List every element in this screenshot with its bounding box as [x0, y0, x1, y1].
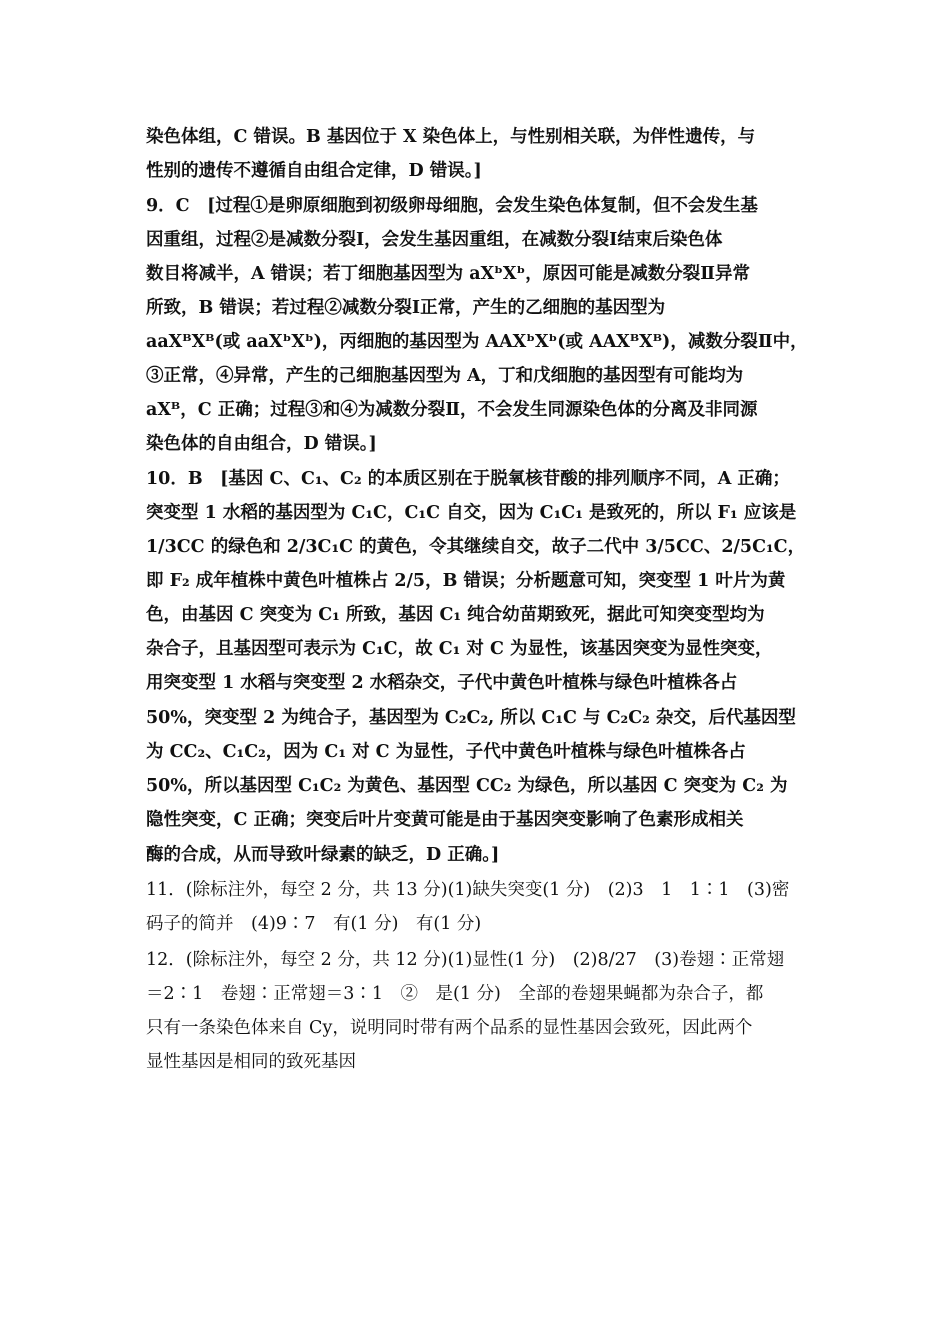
- text-line: 性别的遗传不遵循自由组合定律，D 错误。]: [146, 161, 482, 181]
- text-line: 50%，所以基因型 C₁C₂ 为黄色、基因型 CC₂ 为绿色，所以基因 C 突变为 C₂ 为: [146, 776, 788, 796]
- text-line: 只有一条染色体来自 Cy，说明同时带有两个品系的显性基因会致死，因此两个: [146, 1018, 753, 1038]
- text-line: 即 F₂ 成年植株中黄色叶植株占 2/5，B 错误；分析题意可知，突变型 1 叶片为黄: [146, 571, 786, 591]
- text-line: 数目将减半，A 错误；若丁细胞基因型为 aXᵇXᵇ，原因可能是减数分裂Ⅱ异常: [146, 264, 750, 284]
- text-line: 码子的简并 (4)9∶7 有(1 分) 有(1 分): [146, 914, 482, 934]
- text-line: aXᴮ，C 正确；过程③和④为减数分裂Ⅱ，不会发生同源染色体的分离及非同源: [146, 400, 758, 420]
- text-line: 50%，突变型 2 为纯合子，基因型为 C₂C₂, 所以 C₁C 与 C₂C₂ 杂交，后代基因型: [146, 708, 796, 728]
- text-line: 杂合子，且基因型可表示为 C₁C，故 C₁ 对 C 为显性，该基因突变为显性突变，: [146, 639, 773, 659]
- text-line: 12．(除标注外，每空 2 分，共 12 分)(1)显性(1 分) (2)8/27 (3)卷翅∶正常翅: [146, 950, 785, 970]
- text-line: ＝2∶1 卷翅∶正常翅＝3∶1 ② 是(1 分) 全部的卷翅果蝇都为杂合子，都: [146, 984, 764, 1004]
- text-line: 隐性突变，C 正确；突变后叶片变黄可能是由于基因突变影响了色素形成相关: [146, 810, 744, 830]
- text-line: 所致，B 错误；若过程②减数分裂Ⅰ正常，产生的乙细胞的基因型为: [146, 298, 666, 318]
- text-line: 因重组，过程②是减数分裂Ⅰ，会发生基因重组，在减数分裂Ⅰ结束后染色体: [146, 230, 723, 250]
- text-line: 1/3CC 的绿色和 2/3C₁C 的黄色，令其继续自交，故子二代中 3/5CC、2/5C₁C，: [146, 537, 806, 557]
- text-line: 为 CC₂、C₁C₂，因为 C₁ 对 C 为显性，子代中黄色叶植株与绿色叶植株各占: [146, 742, 746, 762]
- text-line: ③正常，④异常，产生的己细胞基因型为 A，丁和戊细胞的基因型有可能均为: [146, 366, 744, 386]
- text-line: 显性基因是相同的致死基因: [146, 1052, 356, 1072]
- text-line: 10．B [基因 C、C₁、C₂ 的本质区别在于脱氧核苷酸的排列顺序不同，A 正确；: [146, 469, 790, 489]
- text-line: 11．(除标注外，每空 2 分，共 13 分)(1)缺失突变(1 分) (2)3 1 1∶1 (3)密: [146, 880, 790, 900]
- text-line: aaXᴮXᴮ(或 aaXᵇXᵇ)，丙细胞的基因型为 AAXᵇXᵇ(或 AAXᴮXᴮ)，减数分裂Ⅱ中，: [146, 332, 808, 352]
- text-line: 酶的合成，从而导致叶绿素的缺乏，D 正确。]: [146, 845, 500, 865]
- text-line: 染色体的自由组合，D 错误。]: [146, 434, 377, 454]
- text-line: 突变型 1 水稻的基因型为 C₁C，C₁C 自交，因为 C₁C₁ 是致死的，所以 F₁ 应该是: [146, 503, 797, 523]
- text-line: 染色体组，C 错误。B 基因位于 X 染色体上，与性别相关联，为伴性遗传，与: [146, 127, 756, 147]
- text-line: 9．C [过程①是卵原细胞到初级卵母细胞，会发生染色体复制，但不会发生基: [146, 196, 758, 216]
- text-line: 色，由基因 C 突变为 C₁ 所致，基因 C₁ 纯合幼苗期致死，据此可知突变型均为: [146, 605, 765, 625]
- text-line: 用突变型 1 水稻与突变型 2 水稻杂交，子代中黄色叶植株与绿色叶植株各占: [146, 673, 738, 693]
